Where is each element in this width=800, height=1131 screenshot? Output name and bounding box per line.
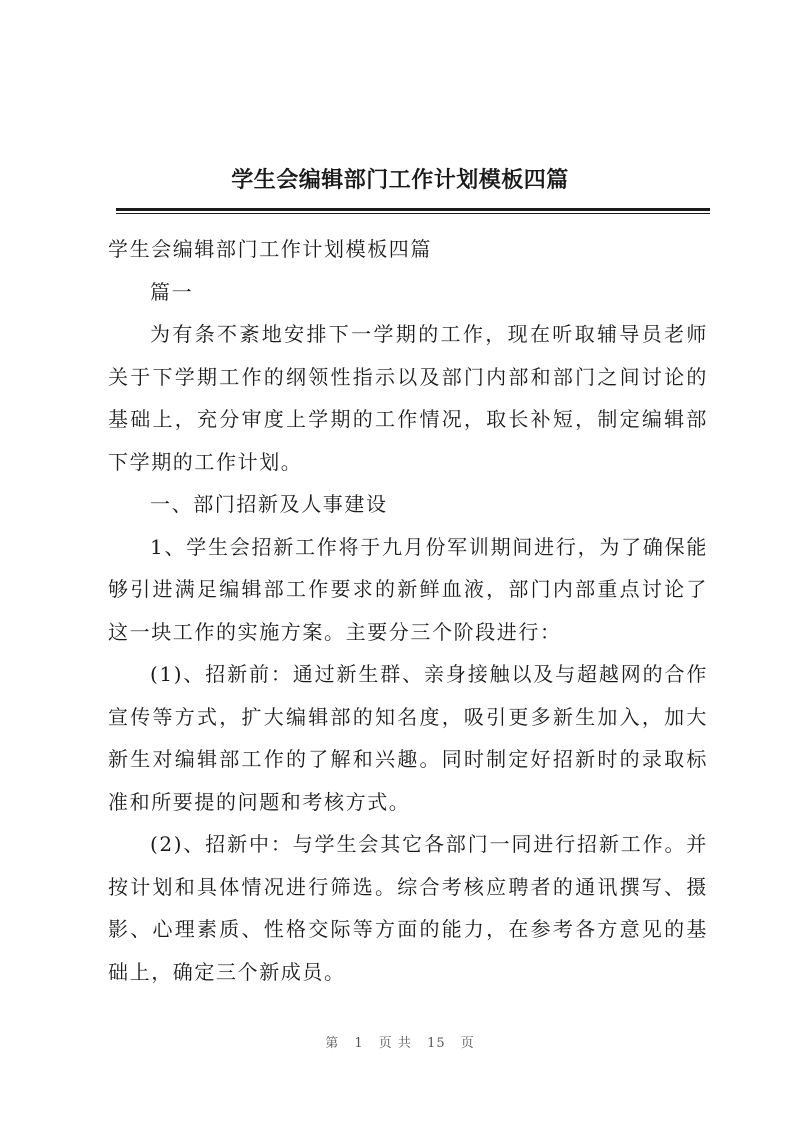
section-heading: 一、部门招新及人事建设 [150, 492, 388, 516]
section-label: 篇一 [150, 279, 194, 304]
page-number-current: 1 [354, 1036, 364, 1051]
page-number-total: 15 [427, 1036, 446, 1051]
body-paragraph: (2)、招新中：与学生会其它各部门一同进行招新工作。并按计划和具体情况进行筛选。综合考核应聘者的通讯撰写、摄影、心理素质、性格交际等方面的能力，在参考各方意见的基础上，确定三个新成员。 [108, 832, 708, 984]
page-prefix: 第 [325, 1036, 340, 1051]
body-heading: 学生会编辑部门工作计划模板四篇 [108, 237, 432, 261]
page-mid: 页 共 [378, 1036, 412, 1051]
body-paragraph: 为有条不紊地安排下一学期的工作，现在听取辅导员老师关于下学期工作的纲领性指示以及部门内部和部门之间讨论的基础上，充分审度上学期的工作情况，取长补短，制定编辑部下学期的工作计划。 [108, 322, 708, 474]
page-suffix: 页 [460, 1036, 475, 1051]
document-title: 学生会编辑部门工作计划模板四篇 [231, 167, 569, 193]
page-footer [0, 1032, 800, 1051]
document-body [108, 228, 708, 993]
body-paragraph: (1)、招新前：通过新生群、亲身接触以及与超越网的合作宣传等方式，扩大编辑部的知名度，吸引更多新生加入，加大新生对编辑部工作的了解和兴趣。同时制定好招新时的录取标准和所要提的问题和考核方式。 [108, 662, 708, 814]
body-paragraph: 1、学生会招新工作将于九月份军训期间进行，为了确保能够引进满足编辑部工作要求的新鲜血液，部门内部重点讨论了这一块工作的实施方案。主要分三个阶段进行： [108, 534, 708, 644]
title-divider [116, 208, 710, 211]
